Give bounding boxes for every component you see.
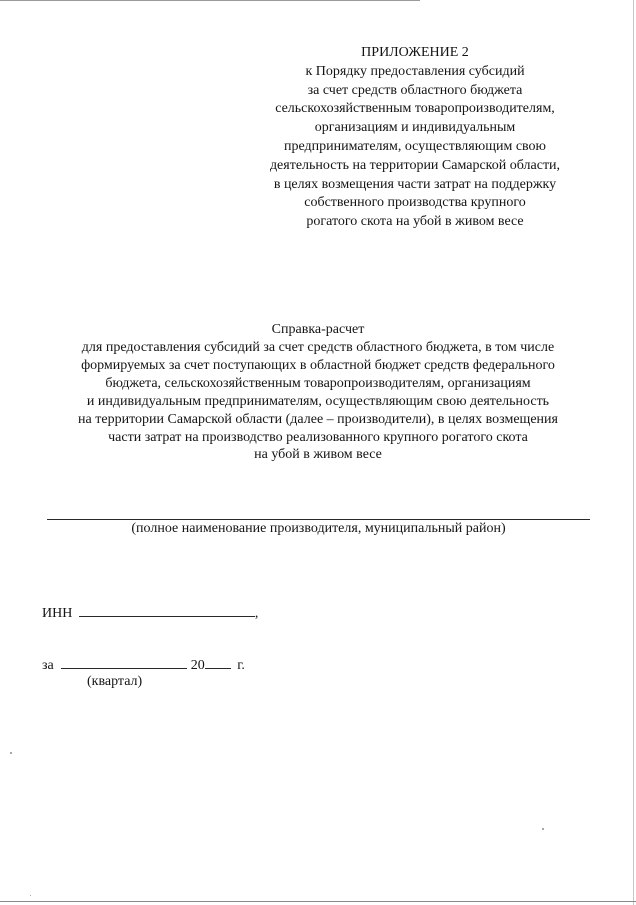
scan-edge-bottom — [0, 901, 636, 902]
appendix-line: сельскохозяйственным товаропроизводителям, — [275, 101, 555, 117]
document-title: Справка-расчет — [271, 322, 365, 337]
quarter-caption: (квартал) — [87, 674, 143, 689]
appendix-line: в целях возмещения части затрат на поддержку — [273, 176, 557, 192]
appendix-line: деятельность на территории Самарской области, — [269, 157, 561, 173]
document-subtitle-line: на территории Самарской области (далее – производители), в целях возмещения — [78, 411, 558, 427]
appendix-line: организациям и индивидуальным — [314, 120, 516, 136]
appendix-line: рогатого скота на убой в живом весе — [306, 214, 524, 230]
period-prefix: за — [42, 658, 54, 673]
inn-field[interactable] — [79, 602, 255, 617]
document-subtitle-line: бюджета, сельскохозяйственным товаропроизводителям, организациям — [105, 375, 531, 391]
appendix-line: за счет средств областного бюджета — [307, 82, 523, 98]
document-subtitle-line: на убой в живом весе — [254, 447, 382, 463]
inn-suffix: , — [254, 606, 259, 621]
appendix-line: предпринимателям, осуществляющим свою — [283, 138, 547, 154]
producer-name-caption: (полное наименование производителя, муниципальный район) — [131, 521, 506, 536]
period-row — [42, 654, 245, 675]
appendix-heading: ПРИЛОЖЕНИЕ 2 — [361, 45, 469, 60]
appendix-line: собственного производства крупного — [304, 195, 526, 211]
quarter-field[interactable] — [61, 654, 187, 669]
scan-speck — [10, 752, 12, 754]
year-field[interactable] — [205, 654, 231, 669]
inn-row — [42, 602, 258, 623]
appendix-block — [250, 44, 580, 232]
document-subtitle-line: для предоставления субсидий за счет средств областного бюджета, в том числе — [81, 340, 555, 355]
appendix-line: к Порядку предоставления субсидий — [305, 63, 525, 79]
scan-edge-top — [0, 0, 420, 1]
document-subtitle-line: формируемых за счет поступающих в областной бюджет средств федерального — [81, 357, 555, 373]
year-prefix: 20 — [190, 658, 205, 673]
document-subtitle-line: и индивидуальным предпринимателям, осуществляющим свою деятельность — [86, 393, 550, 409]
scan-speck — [542, 828, 544, 830]
inn-label: ИНН — [42, 606, 73, 621]
document-subtitle — [0, 339, 636, 464]
document-subtitle-line: части затрат на производство реализованного крупного рогатого скота — [108, 429, 528, 445]
scan-speck — [30, 895, 31, 896]
year-suffix: г. — [237, 658, 245, 673]
